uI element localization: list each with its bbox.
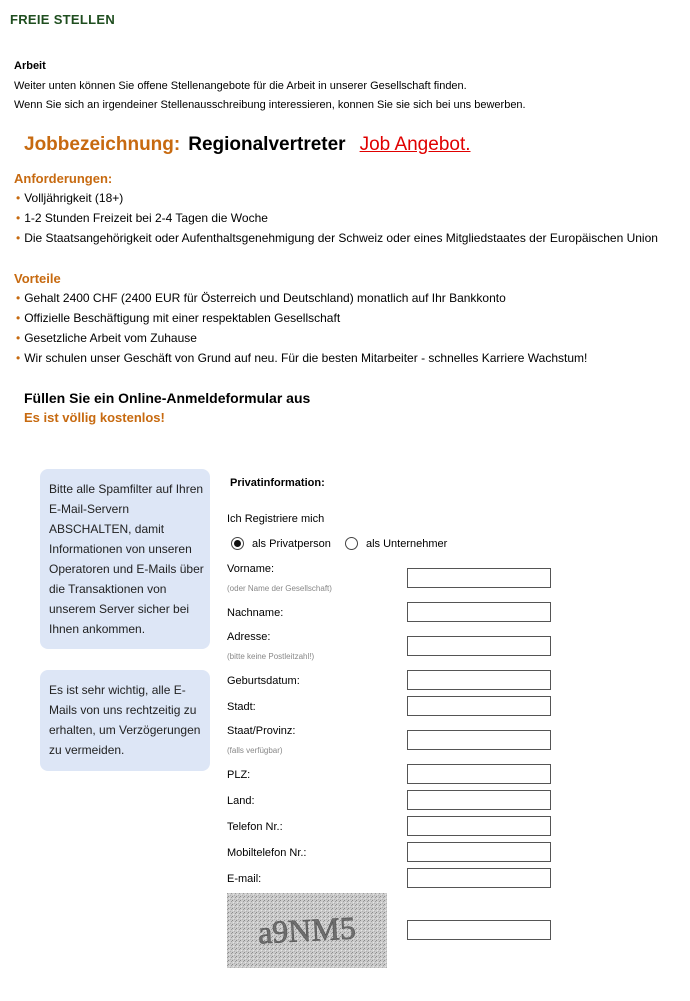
first-name-label: Vorname: bbox=[227, 563, 275, 575]
mobile-label: Mobiltelefon Nr.: bbox=[227, 847, 307, 859]
private-info-label: Privatinformation: bbox=[230, 477, 325, 489]
list-item-text: Wir schulen unser Geschäft von Grund auf neu. Für die besten Mitarbeiter - schnelles Karriere Wachstum! bbox=[24, 351, 588, 365]
job-offer-link[interactable]: Job Angebot. bbox=[359, 134, 471, 155]
last-name-label: Nachname: bbox=[227, 607, 284, 619]
register-as-label: Ich Registriere mich bbox=[227, 513, 325, 525]
country-label: Land: bbox=[227, 795, 255, 807]
bullet-icon: • bbox=[16, 331, 21, 345]
job-value: Regionalvertreter bbox=[188, 134, 346, 155]
form-subtitle: Es ist völlig kostenlos! bbox=[24, 410, 165, 425]
bullet-icon: • bbox=[16, 211, 21, 225]
list-item-text: Gesetzliche Arbeit vom Zuhause bbox=[24, 331, 197, 345]
radio-private-label: als Privatperson bbox=[252, 537, 331, 550]
city-label: Stadt: bbox=[227, 701, 256, 713]
city-input[interactable] bbox=[407, 696, 551, 716]
requirements-heading: Anforderungen: bbox=[14, 171, 113, 186]
phone-label: Telefon Nr.: bbox=[227, 821, 283, 833]
address-label: Adresse: bbox=[227, 631, 271, 643]
bullet-icon: • bbox=[16, 291, 21, 305]
radio-private-person[interactable] bbox=[231, 537, 331, 550]
phone-input[interactable] bbox=[407, 816, 551, 836]
list-item bbox=[16, 351, 587, 365]
benefits-heading: Vorteile bbox=[14, 271, 61, 286]
address-hint: (bitte keine Postleitzahl!) bbox=[227, 652, 315, 661]
form-title: Füllen Sie ein Online-Anmeldeformular aus bbox=[24, 390, 311, 406]
captcha-input[interactable] bbox=[407, 920, 551, 940]
list-item bbox=[16, 331, 197, 345]
zip-input[interactable] bbox=[407, 764, 551, 784]
birthdate-label: Geburtsdatum: bbox=[227, 675, 300, 687]
address-input[interactable] bbox=[407, 636, 551, 656]
list-item bbox=[16, 311, 340, 325]
radio-checked-icon[interactable] bbox=[231, 537, 244, 550]
mobile-input[interactable] bbox=[407, 842, 551, 862]
zip-label: PLZ: bbox=[227, 769, 251, 781]
captcha-text: a9NM5 bbox=[257, 909, 357, 951]
bullet-icon: • bbox=[16, 351, 21, 365]
radio-unchecked-icon[interactable] bbox=[345, 537, 358, 550]
state-input[interactable] bbox=[407, 730, 551, 750]
radio-entrepreneur[interactable] bbox=[345, 537, 447, 550]
first-name-hint: (oder Name der Gesellschaft) bbox=[227, 584, 332, 593]
bullet-icon: • bbox=[16, 311, 21, 325]
email-label: E-mail: bbox=[227, 873, 262, 885]
last-name-input[interactable] bbox=[407, 602, 551, 622]
page-title: FREIE STELLEN bbox=[10, 12, 116, 27]
list-item bbox=[16, 231, 658, 245]
list-item-text: Offizielle Beschäftigung mit einer respektablen Gesellschaft bbox=[24, 311, 341, 325]
list-item bbox=[16, 211, 268, 225]
bullet-icon: • bbox=[16, 231, 21, 245]
intro-line: Wenn Sie sich an irgendeiner Stellenausschreibung interessieren, konnen Sie sie sich bei uns bewerben. bbox=[14, 99, 526, 111]
list-item bbox=[16, 291, 506, 305]
intro-heading: Arbeit bbox=[14, 60, 46, 72]
first-name-input[interactable] bbox=[407, 568, 551, 588]
job-title-row bbox=[24, 134, 471, 156]
captcha-image bbox=[227, 893, 387, 968]
spam-filter-notice: Bitte alle Spamfilter auf Ihren E-Mail-Servern ABSCHALTEN, damit Informationen von unseren Operatoren und E-Mails über die Transaktionen von unserem Server sicher bei Ihnen ankommen. bbox=[40, 469, 210, 649]
list-item-text: Volljährigkeit (18+) bbox=[24, 191, 124, 205]
list-item-text: Die Staatsangehörigkeit oder Aufenthaltsgenehmigung der Schweiz oder eines Mitgliedstaates der Europäischen Union bbox=[24, 231, 658, 245]
bullet-icon: • bbox=[16, 191, 21, 205]
state-hint: (falls verfügbar) bbox=[227, 746, 283, 755]
email-input[interactable] bbox=[407, 868, 551, 888]
timely-email-notice: Es ist sehr wichtig, alle E-Mails von uns rechtzeitig zu erhalten, um Verzögerungen zu vermeiden. bbox=[40, 670, 210, 771]
list-item-text: Gehalt 2400 CHF (2400 EUR für Österreich und Deutschland) monatlich auf Ihr Bankkonto bbox=[24, 291, 506, 305]
birthdate-input[interactable] bbox=[407, 670, 551, 690]
list-item-text: 1-2 Stunden Freizeit bei 2-4 Tagen die Woche bbox=[24, 211, 268, 225]
job-label: Jobbezeichnung: bbox=[24, 134, 181, 155]
list-item bbox=[16, 191, 123, 205]
captcha-noise bbox=[227, 893, 387, 968]
radio-company-label: als Unternehmer bbox=[366, 537, 448, 550]
country-input[interactable] bbox=[407, 790, 551, 810]
intro-line: Weiter unten können Sie offene Stellenangebote für die Arbeit in unserer Gesellschaft finden. bbox=[14, 80, 467, 92]
state-label: Staat/Provinz: bbox=[227, 725, 296, 737]
